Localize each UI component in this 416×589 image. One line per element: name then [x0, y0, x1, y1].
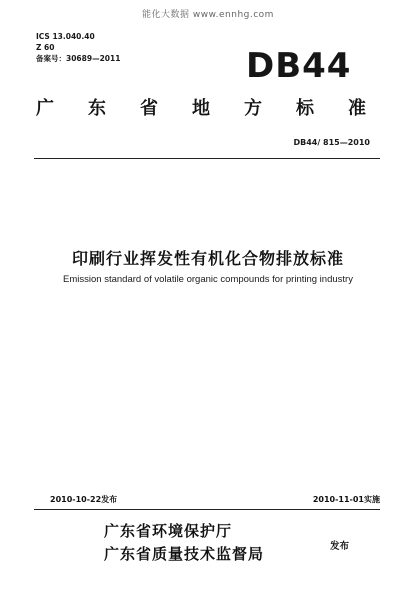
issue-date: 2010-10-22发布: [50, 495, 118, 504]
title-char: 方: [244, 98, 262, 119]
title-char: 东: [88, 98, 106, 119]
issuer-quality-bureau: 广东省质量技术监督局: [104, 545, 265, 563]
local-standard-title: [36, 94, 366, 120]
classification-code: Z 60: [36, 43, 55, 52]
title-char: 广: [36, 98, 54, 119]
bottom-divider: [34, 509, 380, 510]
ics-code: ICS 13.040.40: [36, 32, 95, 41]
watermark-text: 能化大数据 www.ennhg.com: [142, 10, 274, 20]
issuer-environment-department: 广东省环境保护厅: [104, 522, 233, 540]
title-char: 准: [348, 98, 366, 119]
publish-label: 发布: [330, 541, 350, 552]
standard-title-chinese: 印刷行业挥发性有机化合物排放标准: [71, 249, 344, 268]
title-char: 地: [192, 98, 210, 119]
standard-title-english: Emission standard of volatile organic compounds for printing industry: [63, 274, 353, 285]
top-divider: [34, 158, 380, 159]
implementation-date: 2010-11-01实施: [312, 495, 380, 504]
title-char: 标: [296, 98, 314, 119]
title-char: 省: [140, 98, 158, 119]
standard-number: DB44/ 815—2010: [293, 138, 370, 147]
db44-logo: DB44: [246, 46, 352, 86]
record-number: 备案号：30689—2011: [36, 54, 121, 63]
